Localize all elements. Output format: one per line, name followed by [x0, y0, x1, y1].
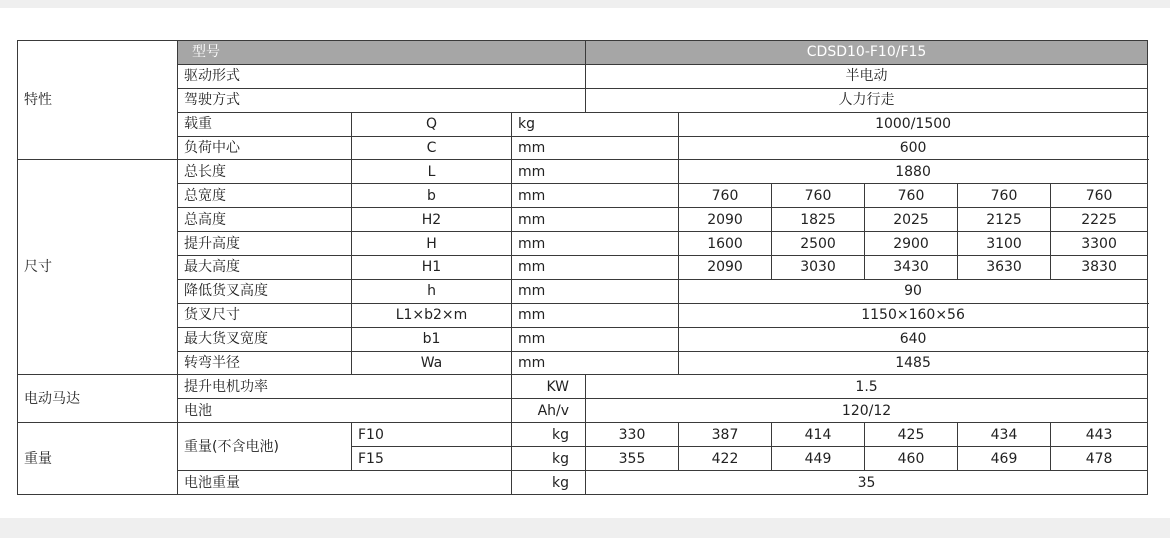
row-value: 90: [679, 279, 1148, 303]
table-row: [18, 423, 1148, 447]
value-cell: 3030: [772, 256, 865, 280]
table-row: [18, 160, 1148, 184]
row-label: 货叉尺寸: [178, 303, 352, 327]
row-label: 负荷中心: [178, 136, 352, 160]
row-label: 电池: [178, 399, 512, 423]
row-label: 降低货叉高度: [178, 279, 352, 303]
row-label: 载重: [178, 112, 352, 136]
value-cell: 3300: [1051, 232, 1148, 256]
row-unit: kg: [512, 112, 679, 136]
row-value: 1000/1500: [679, 112, 1148, 136]
row-symbol: H2: [352, 208, 512, 232]
sub-label: F10: [352, 423, 512, 447]
group-motor: 电动马达: [18, 375, 178, 423]
row-symbol: h: [352, 279, 512, 303]
value-cell: 414: [772, 423, 865, 447]
spec-table: [17, 40, 1148, 495]
content-panel: [0, 8, 1170, 518]
row-unit: mm: [512, 184, 679, 208]
value-cell: 3100: [958, 232, 1051, 256]
row-label: 驱动形式: [178, 64, 586, 88]
row-unit: mm: [512, 327, 679, 351]
value-cell: 2125: [958, 208, 1051, 232]
table-row: [18, 232, 1148, 256]
value-cell: 478: [1051, 447, 1148, 471]
row-symbol: H: [352, 232, 512, 256]
row-value: 1880: [679, 160, 1148, 184]
value-cell: 2500: [772, 232, 865, 256]
value-cell: 760: [772, 184, 865, 208]
group-weight: 重量: [18, 423, 178, 495]
value-cell: 3630: [958, 256, 1051, 280]
value-cell: 3430: [865, 256, 958, 280]
value-cell: 760: [958, 184, 1051, 208]
value-cell: 330: [586, 423, 679, 447]
group-dimensions: 尺寸: [18, 160, 178, 375]
table-row: [18, 351, 1148, 375]
row-value: 半电动: [586, 64, 1148, 88]
value-cell: 422: [679, 447, 772, 471]
value-cell: 2090: [679, 208, 772, 232]
table-row: [18, 136, 1148, 160]
value-cell: 460: [865, 447, 958, 471]
row-unit: kg: [512, 471, 586, 495]
row-value: 120/12: [586, 399, 1148, 423]
row-label: 提升电机功率: [178, 375, 512, 399]
row-unit: mm: [512, 232, 679, 256]
value-cell: 760: [1051, 184, 1148, 208]
value-cell: 760: [679, 184, 772, 208]
row-unit: mm: [512, 160, 679, 184]
row-symbol: Q: [352, 112, 512, 136]
row-symbol: H1: [352, 256, 512, 280]
sub-label: F15: [352, 447, 512, 471]
row-unit: mm: [512, 279, 679, 303]
value-cell: 2090: [679, 256, 772, 280]
row-unit: kg: [512, 423, 586, 447]
value-cell: 434: [958, 423, 1051, 447]
table-row: [18, 88, 1148, 112]
table-row: [18, 279, 1148, 303]
value-cell: 443: [1051, 423, 1148, 447]
row-symbol: L: [352, 160, 512, 184]
group-features: 特性: [18, 41, 178, 160]
table-row: [18, 375, 1148, 399]
row-label: 驾驶方式: [178, 88, 586, 112]
table-row: [18, 112, 1148, 136]
row-label: 转弯半径: [178, 351, 352, 375]
row-unit: kg: [512, 447, 586, 471]
value-cell: 449: [772, 447, 865, 471]
value-cell: 3830: [1051, 256, 1148, 280]
table-row: [18, 64, 1148, 88]
table-row: [18, 399, 1148, 423]
value-cell: 2225: [1051, 208, 1148, 232]
table-row: [18, 256, 1148, 280]
value-cell: 2025: [865, 208, 958, 232]
value-cell: 760: [865, 184, 958, 208]
table-row: [18, 327, 1148, 351]
model-header-value: CDSD10-F10/F15: [586, 41, 1148, 65]
row-unit: KW: [512, 375, 586, 399]
model-header-label: 型号: [178, 41, 586, 65]
table-row: [18, 184, 1148, 208]
row-label: 总长度: [178, 160, 352, 184]
table-row: [18, 303, 1148, 327]
value-cell: 469: [958, 447, 1051, 471]
table-row: [18, 41, 1148, 65]
row-label: 总高度: [178, 208, 352, 232]
row-symbol: C: [352, 136, 512, 160]
row-unit: mm: [512, 136, 679, 160]
row-label: 提升高度: [178, 232, 352, 256]
value-cell: 1825: [772, 208, 865, 232]
value-cell: 387: [679, 423, 772, 447]
row-unit: mm: [512, 351, 679, 375]
row-label: 最大货叉宽度: [178, 327, 352, 351]
row-value: 600: [679, 136, 1148, 160]
value-cell: 355: [586, 447, 679, 471]
row-value: 1485: [679, 351, 1148, 375]
row-unit: Ah/v: [512, 399, 586, 423]
row-symbol: L1×b2×m: [352, 303, 512, 327]
row-value: 1150×160×56: [679, 303, 1148, 327]
row-unit: mm: [512, 208, 679, 232]
value-cell: 1600: [679, 232, 772, 256]
row-symbol: b: [352, 184, 512, 208]
row-value: 35: [586, 471, 1148, 495]
table-row: [18, 471, 1148, 495]
value-cell: 2900: [865, 232, 958, 256]
row-unit: mm: [512, 303, 679, 327]
row-label: 电池重量: [178, 471, 512, 495]
row-label: 总宽度: [178, 184, 352, 208]
row-value: 人力行走: [586, 88, 1148, 112]
row-unit: mm: [512, 256, 679, 280]
row-label: 重量(不含电池): [178, 423, 352, 471]
row-value: 1.5: [586, 375, 1148, 399]
table-row: [18, 208, 1148, 232]
row-value: 640: [679, 327, 1148, 351]
value-cell: 425: [865, 423, 958, 447]
row-symbol: Wa: [352, 351, 512, 375]
row-label: 最大高度: [178, 256, 352, 280]
row-symbol: b1: [352, 327, 512, 351]
